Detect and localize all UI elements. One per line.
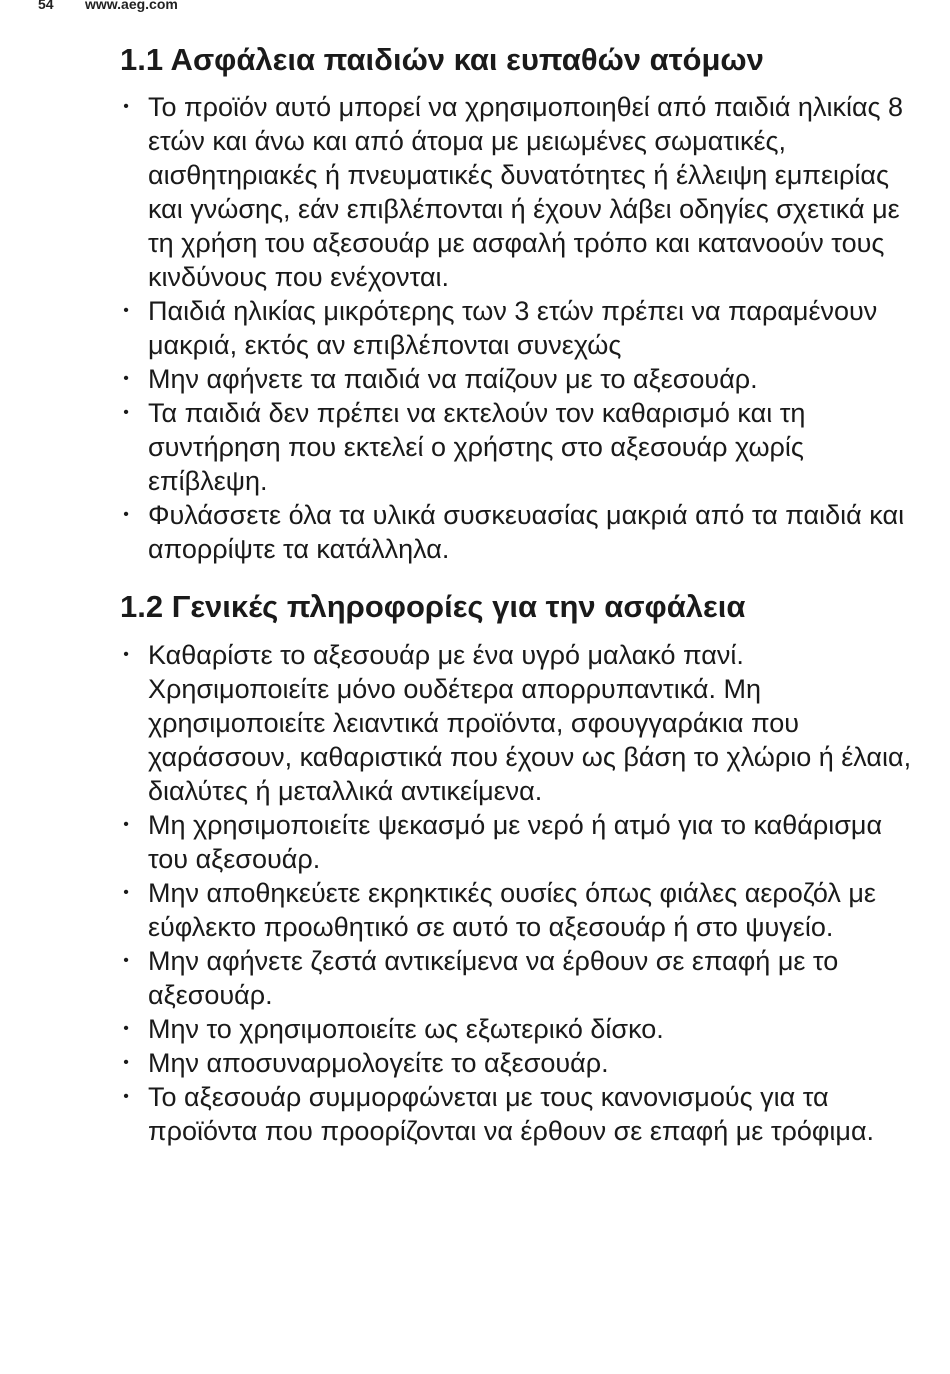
list-item-text: Παιδιά ηλικίας μικρότερης των 3 ετών πρέπει να παραμένουν μακριά, εκτός αν επιβλέπονται συνεχώς xyxy=(148,296,878,360)
page-number: 54 xyxy=(38,0,54,12)
section-title-general-safety: 1.2 Γενικές πληροφορίες για την ασφάλεια xyxy=(120,589,746,624)
list-item xyxy=(120,1012,915,1046)
list-item-text: Μην αφήνετε ζεστά αντικείμενα να έρθουν σε επαφή με το αξεσουάρ. xyxy=(148,946,839,1010)
bullet-icon: • xyxy=(123,1020,129,1037)
list-item-text: Καθαρίστε το αξεσουάρ με ένα υγρό μαλακό πανί. Χρησιμοποιείτε μόνο ουδέτερα απορρυπαντικά. Μη χρησιμοποιείτε λειαντικά προϊόντα, σφουγγαράκια που χαράσσουν, καθαριστικά που έχουν ως βάση το χλώριο ή έλαια, διαλύτες ή μεταλλικά αντικείμενα. xyxy=(148,640,912,806)
list-item-text: Φυλάσσετε όλα τα υλικά συσκευασίας μακριά από τα παιδιά και απορρίψτε τα κατάλληλα. xyxy=(148,500,905,564)
bullet-icon: • xyxy=(123,1088,129,1105)
list-item-text: Μη χρησιμοποιείτε ψεκασμό με νερό ή ατμό για το καθάρισμα του αξεσουάρ. xyxy=(148,810,883,874)
bullet-icon: • xyxy=(123,1054,129,1071)
list-item xyxy=(120,498,915,566)
list-item-text: Τα παιδιά δεν πρέπει να εκτελούν τον καθαρισμό και τη συντήρηση που εκτελεί ο χρήστης στο αξεσουάρ χωρίς επίβλεψη. xyxy=(148,398,806,496)
list-item-text: Το προϊόν αυτό μπορεί να χρησιμοποιηθεί από παιδιά ηλικίας 8 ετών και άνω και από άτομα με μειωμένες σωματικές, αισθητηριακές ή πνευματικές δυνατότητες ή έλλειψη εμπειρίας και γνώσης, εάν επιβλέπονται ή έχουν λάβει οδηγίες σχετικά με τη χρήση του αξεσουάρ με ασφαλή τρόπο και κατανοούν τους κινδύνους που ενέχονται. xyxy=(148,92,904,292)
list-item xyxy=(120,90,915,294)
list-item xyxy=(120,638,915,808)
list-item xyxy=(120,876,915,944)
list-item-text: Μην το χρησιμοποιείτε ως εξωτερικό δίσκο. xyxy=(148,1014,664,1044)
list-item-text: Μην αφήνετε τα παιδιά να παίζουν με το αξεσουάρ. xyxy=(148,364,758,394)
main-content xyxy=(120,40,915,1148)
general-safety-list xyxy=(120,638,915,1148)
list-item xyxy=(120,1080,915,1148)
bullet-icon: • xyxy=(123,404,129,421)
bullet-icon: • xyxy=(123,646,129,663)
section-title-child-safety: 1.1 Ασφάλεια παιδιών και ευπαθών ατόμων xyxy=(120,42,764,77)
list-item-text: Μην αποσυναρμολογείτε το αξεσουάρ. xyxy=(148,1048,609,1078)
bullet-icon: • xyxy=(123,816,129,833)
list-item xyxy=(120,396,915,498)
bullet-icon: • xyxy=(123,884,129,901)
list-item xyxy=(120,808,915,876)
list-item xyxy=(120,944,915,1012)
bullet-icon: • xyxy=(123,506,129,523)
bullet-icon: • xyxy=(123,98,129,115)
list-item xyxy=(120,362,915,396)
bullet-icon: • xyxy=(123,952,129,969)
list-item xyxy=(120,1046,915,1080)
bullet-icon: • xyxy=(123,302,129,319)
page-header xyxy=(38,0,178,12)
bullet-icon: • xyxy=(123,370,129,387)
child-safety-list xyxy=(120,90,915,566)
list-item xyxy=(120,294,915,362)
list-item-text: Το αξεσουάρ συμμορφώνεται με τους κανονισμούς για τα προϊόντα που προορίζονται να έρθουν σε επαφή με τρόφιμα. xyxy=(148,1082,875,1146)
list-item-text: Μην αποθηκεύετε εκρηκτικές ουσίες όπως φιάλες αεροζόλ με εύφλεκτο προωθητικό σε αυτό το αξεσουάρ ή στο ψυγείο. xyxy=(148,878,876,942)
site-url: www.aeg.com xyxy=(85,0,178,12)
